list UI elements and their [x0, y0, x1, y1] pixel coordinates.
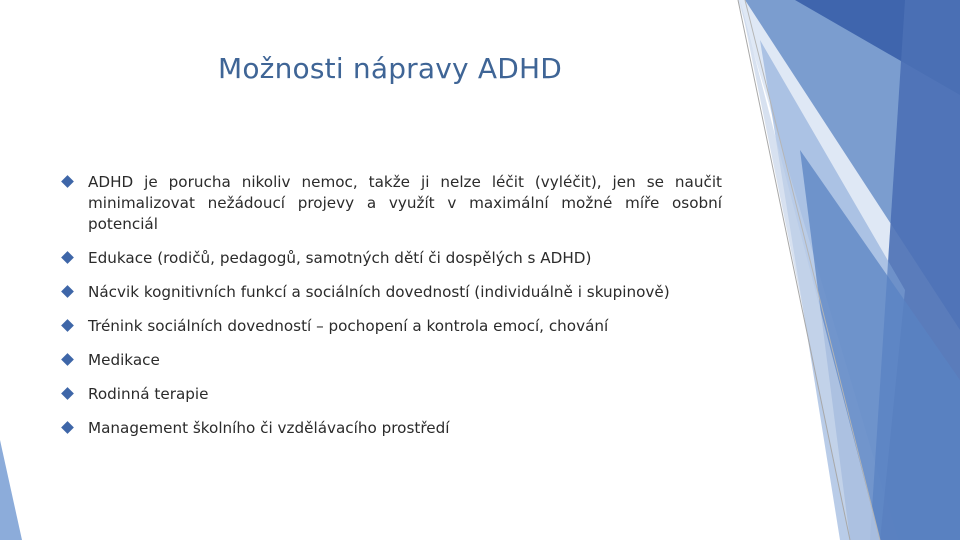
list-item [62, 172, 722, 235]
list-item [62, 418, 722, 439]
diamond-bullet-icon [61, 251, 74, 264]
list-item [62, 248, 722, 269]
list-item [62, 316, 722, 337]
list-item-text: Medikace [88, 351, 160, 369]
bullet-list [62, 172, 722, 452]
diamond-bullet-icon [61, 285, 74, 298]
list-item-text: Trénink sociálních dovedností – pochopení a kontrola emocí, chování [88, 317, 609, 335]
diamond-bullet-icon [61, 353, 74, 366]
list-item [62, 350, 722, 371]
diamond-bullet-icon [61, 387, 74, 400]
diamond-bullet-icon [61, 421, 74, 434]
list-item-text: Management školního či vzdělávacího prostředí [88, 419, 450, 437]
diamond-bullet-icon [61, 175, 74, 188]
list-item-text: ADHD je porucha nikoliv nemoc, takže ji nelze léčit (vyléčit), jen se naučit minimalizovat nežádoucí projevy a využít v maximální možné míře osobní potenciál [88, 173, 722, 233]
list-item [62, 384, 722, 405]
list-item-text: Nácvik kognitivních funkcí a sociálních dovedností (individuálně i skupinově) [88, 283, 670, 301]
list-item-text: Rodinná terapie [88, 385, 209, 403]
list-item-text: Edukace (rodičů, pedagogů, samotných dětí či dospělých s ADHD) [88, 249, 592, 267]
slide-title: Možnosti nápravy ADHD [217, 52, 563, 85]
diamond-bullet-icon [61, 319, 74, 332]
list-item [62, 282, 722, 303]
